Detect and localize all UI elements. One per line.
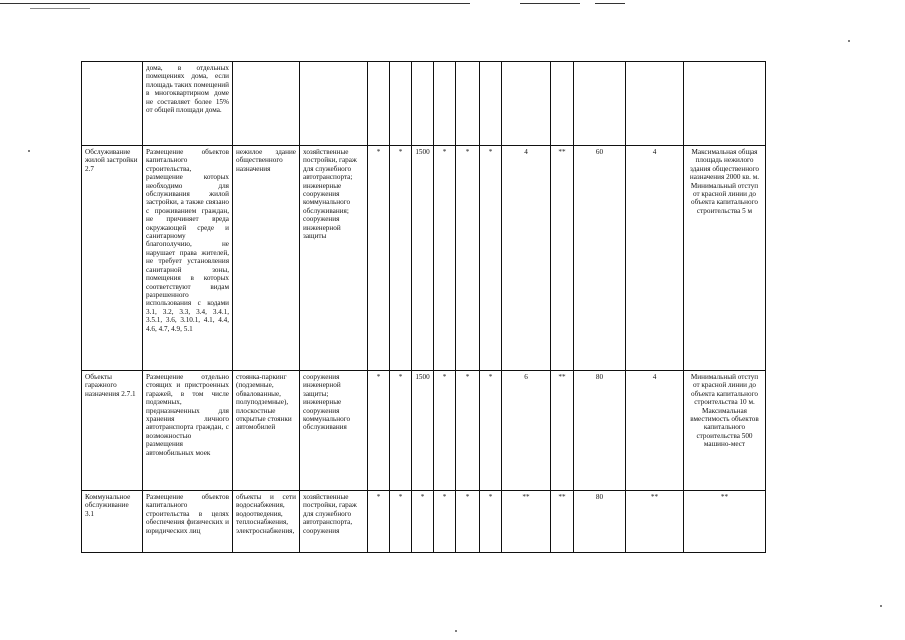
- scan-speck: [455, 630, 457, 632]
- conditional-use-cell: стоянка-паркинг (подземные, обвалованные, полуподземные), плоскостные открытые стоянки автомобилей: [233, 371, 300, 491]
- conditional-use-cell: [233, 62, 300, 146]
- regulations-table: [81, 61, 766, 553]
- table-row: [82, 146, 766, 371]
- param-cell: *: [480, 491, 502, 553]
- scan-speck: [848, 40, 850, 42]
- param-cell: [390, 62, 412, 146]
- param-cell: *: [456, 146, 480, 371]
- param-cell: 6: [502, 371, 551, 491]
- param-cell: *: [368, 491, 390, 553]
- param-cell: *: [480, 371, 502, 491]
- note-cell: [684, 62, 766, 146]
- param-cell: **: [551, 491, 574, 553]
- param-cell: [412, 62, 434, 146]
- use-name-cell: [82, 62, 143, 146]
- param-cell: 4: [502, 146, 551, 371]
- param-cell: *: [434, 491, 456, 553]
- param-cell: [434, 62, 456, 146]
- param-cell: 80: [574, 491, 626, 553]
- auxiliary-use-cell: хозяйственные постройки, гараж для служебного автотранспорта, сооружения: [300, 491, 368, 553]
- param-cell: **: [626, 491, 684, 553]
- param-cell: **: [551, 146, 574, 371]
- param-cell: *: [434, 146, 456, 371]
- auxiliary-use-cell: хозяйственные постройки, гараж для служебного автотранспорта; инженерные сооружения коммунального обслуживания; сооружения инженерной защиты: [300, 146, 368, 371]
- description-cell: Размещение объектов капитального строительства, размещение которых необходимо для обслуживания жилой застройки, а также связано с проживанием граждан, не причиняет вреда окружающей среде и санитарному благополучию, не нарушает права жителей, не требует установления санитарной зоны, помещения в которых соответствуют видам разрешенного использования с кодами 3.1, 3.2, 3.3, 3.4, 3.4.1, 3.5.1, 3.6, 3.10.1, 4.1, 4.4, 4.6, 4.7, 4.9, 5.1: [143, 146, 233, 371]
- param-cell: *: [368, 146, 390, 371]
- param-cell: 80: [574, 371, 626, 491]
- param-cell: **: [551, 371, 574, 491]
- param-cell: [456, 62, 480, 146]
- param-cell: *: [390, 146, 412, 371]
- note-cell: Максимальная общая площадь нежилого здания общественного назначения 2000 кв. м. Минимальный отступ от красной линии до объекта капитального строительства 5 м: [684, 146, 766, 371]
- conditional-use-cell: объекты и сети водоснабжения, водоотведения, теплоснабжения, электроснабжения,: [233, 491, 300, 553]
- scan-edge-line: [0, 3, 470, 4]
- param-cell: *: [480, 146, 502, 371]
- auxiliary-use-cell: [300, 62, 368, 146]
- param-cell: **: [502, 491, 551, 553]
- param-cell: [480, 62, 502, 146]
- scan-edge-line: [30, 8, 90, 9]
- param-cell: *: [456, 371, 480, 491]
- param-cell: [626, 62, 684, 146]
- param-cell: [551, 62, 574, 146]
- table-row: [82, 371, 766, 491]
- scan-edge-line: [520, 3, 580, 4]
- conditional-use-cell: нежилое здание общественного назначения: [233, 146, 300, 371]
- param-cell: 4: [626, 146, 684, 371]
- param-cell: 4: [626, 371, 684, 491]
- param-cell: [574, 62, 626, 146]
- auxiliary-use-cell: сооружения инженерной защиты; инженерные сооружения коммунального обслуживания: [300, 371, 368, 491]
- param-cell: *: [368, 371, 390, 491]
- param-cell: *: [412, 491, 434, 553]
- param-cell: 1500: [412, 371, 434, 491]
- param-cell: [368, 62, 390, 146]
- scan-edge-line: [595, 3, 625, 4]
- param-cell: *: [434, 371, 456, 491]
- description-cell: Размещение отдельно стоящих и пристроенных гаражей, в том числе подземных, предназначенных для хранения личного автотранспорта граждан, с возможностью размещения автомобильных моек: [143, 371, 233, 491]
- table-row: [82, 62, 766, 146]
- scan-speck: [28, 150, 30, 152]
- table-row: [82, 491, 766, 553]
- param-cell: *: [390, 491, 412, 553]
- use-name-cell: Обслуживание жилой застройки 2.7: [82, 146, 143, 371]
- scan-speck: [880, 605, 882, 607]
- description-cell: дома, в отдельных помещениях дома, если площадь таких помещений в многоквартирном доме не составляет более 15% от общей площади дома.: [143, 62, 233, 146]
- use-name-cell: Объекты гаражного назначения 2.7.1: [82, 371, 143, 491]
- param-cell: *: [456, 491, 480, 553]
- use-name-cell: Коммунальное обслуживание 3.1: [82, 491, 143, 553]
- note-cell: **: [684, 491, 766, 553]
- description-cell: Размещение объектов капитального строительства в целях обеспечения физических и юридических лиц: [143, 491, 233, 553]
- param-cell: *: [390, 371, 412, 491]
- param-cell: 60: [574, 146, 626, 371]
- param-cell: 1500: [412, 146, 434, 371]
- param-cell: [502, 62, 551, 146]
- note-cell: Минимальный отступ от красной линии до объекта капитального строительства 10 м. Максимальная вместимость объектов капитального строительства 500 машино-мест: [684, 371, 766, 491]
